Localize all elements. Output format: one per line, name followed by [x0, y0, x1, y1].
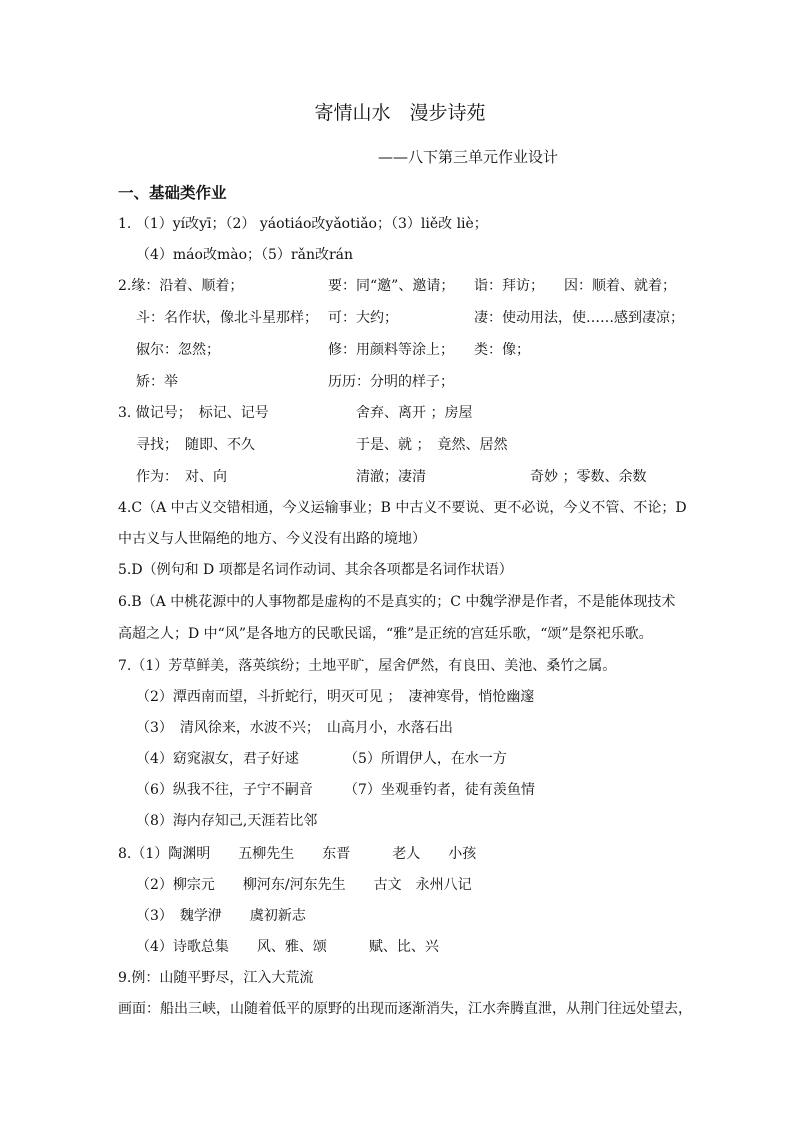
answer-5: 5.D（例句和 D 项都是名词作动词、其余各项都是名词作状语）: [118, 562, 513, 578]
answer-7-line: （5）所谓伊人，在水一方: [344, 751, 507, 767]
answer-4-line-1: 4.C（A 中古义交错相通，今义运输事业；B 中古义不要说、更不必说，今义不管、不论；D: [118, 500, 687, 516]
answer-2-item: 要：同“邀”、邀请；: [328, 278, 455, 294]
answer-1-line-1: 1. （1）yí改yī；（2） yáotiáo改yǎotiǎo；（3）liě改 liè；: [118, 216, 488, 232]
answer-6-line-1: 6.B（A 中桃花源中的人事物都是虚构的不是真实的；C 中魏学洢是作者，不是能体现技术: [118, 594, 676, 610]
answer-2-item: 因：顺着、就着；: [564, 278, 676, 294]
answer-6-line-2: 高超之人；D 中“风”是各地方的民歌民谣，“雅”是正统的宫廷乐歌，“颂”是祭祀乐歌。: [118, 626, 653, 642]
answer-8-line: （3） 魏学洢 虞初新志: [136, 908, 306, 924]
section-heading-basic: 一、基础类作业: [118, 184, 227, 202]
document-subtitle: ——八下第三单元作业设计: [378, 148, 559, 166]
answer-3-item: 作为： 对、向: [136, 469, 227, 485]
answer-2-item: 斗：名作状，像北斗星那样；: [136, 310, 318, 326]
answer-3-item: 舍弃、离开 ；房屋: [356, 405, 473, 421]
answer-2-item: 可：大约；: [328, 310, 398, 326]
answer-3-item: 于是、就 ； 竟然、居然: [356, 437, 508, 453]
answer-8-line: 8.（1）陶渊明 五柳先生 东晋 老人 小孩: [118, 846, 477, 862]
answer-2-item: 历历：分明的样子；: [328, 374, 454, 390]
answer-3-item: 3. 做记号； 标记、记号: [118, 405, 269, 421]
document-title: 寄情山水 漫步诗苑: [314, 102, 486, 124]
answer-7-line: 7.（1）芳草鲜美，落英缤纷；土地平旷，屋舍俨然，有良田、美池、桑竹之属。: [118, 658, 617, 674]
answer-8-line: （2）柳宗元 柳河东/河东先生 古文 永州八记: [136, 877, 472, 893]
answer-7-line: （3） 清风徐来，水波不兴； 山高月小，水落石出: [136, 720, 453, 736]
answer-2-item: 修：用颜料等涂上；: [328, 342, 454, 358]
answer-2-item: 诣：拜访；: [474, 278, 544, 294]
answer-9-line: 9.例：山随平野尽，江入大荒流: [118, 970, 314, 986]
answer-7-line: （8）海内存知己,天涯若比邻: [136, 813, 318, 829]
answer-7-line: （6）纵我不往，子宁不嗣音: [136, 782, 313, 798]
answer-3-item: 寻找； 随即、不久: [136, 437, 255, 453]
answer-3-item: 清澈；凄清: [356, 469, 426, 485]
answer-9-line: 画面：船出三峡，山随着低平的原野的出现而逐渐消失，江水奔腾直泄，从荆门往远处望去，: [118, 1001, 692, 1017]
answer-1-line-2: （4）máo改mào；（5）rǎn改rán: [136, 247, 354, 263]
answer-7-line: （2）潭西南而望，斗折蛇行，明灭可见 ； 凄神寒骨，悄怆幽邃: [136, 689, 535, 705]
answer-2-item: 类：像；: [474, 342, 530, 358]
answer-2-item: 2.缘：沿着、顺着；: [118, 278, 244, 294]
answer-3-item: 奇妙 ；零数、余数: [530, 469, 647, 485]
answer-7-line: （4）窈窕淑女，君子好逑: [136, 751, 299, 767]
answer-7-line: （7）坐观垂钓者，徒有羡鱼情: [344, 782, 535, 798]
answer-2-item: 矫：举: [136, 374, 178, 390]
answer-4-line-2: 中古义与人世隔绝的地方、今义没有出路的境地）: [118, 531, 426, 547]
answer-2-item: 凄：使动用法，使……感到凄凉；: [474, 310, 684, 326]
answer-8-line: （4）诗歌总集 风、雅、颂 赋、比、兴: [136, 939, 439, 955]
answer-2-item: 俶尔：忽然；: [136, 342, 220, 358]
